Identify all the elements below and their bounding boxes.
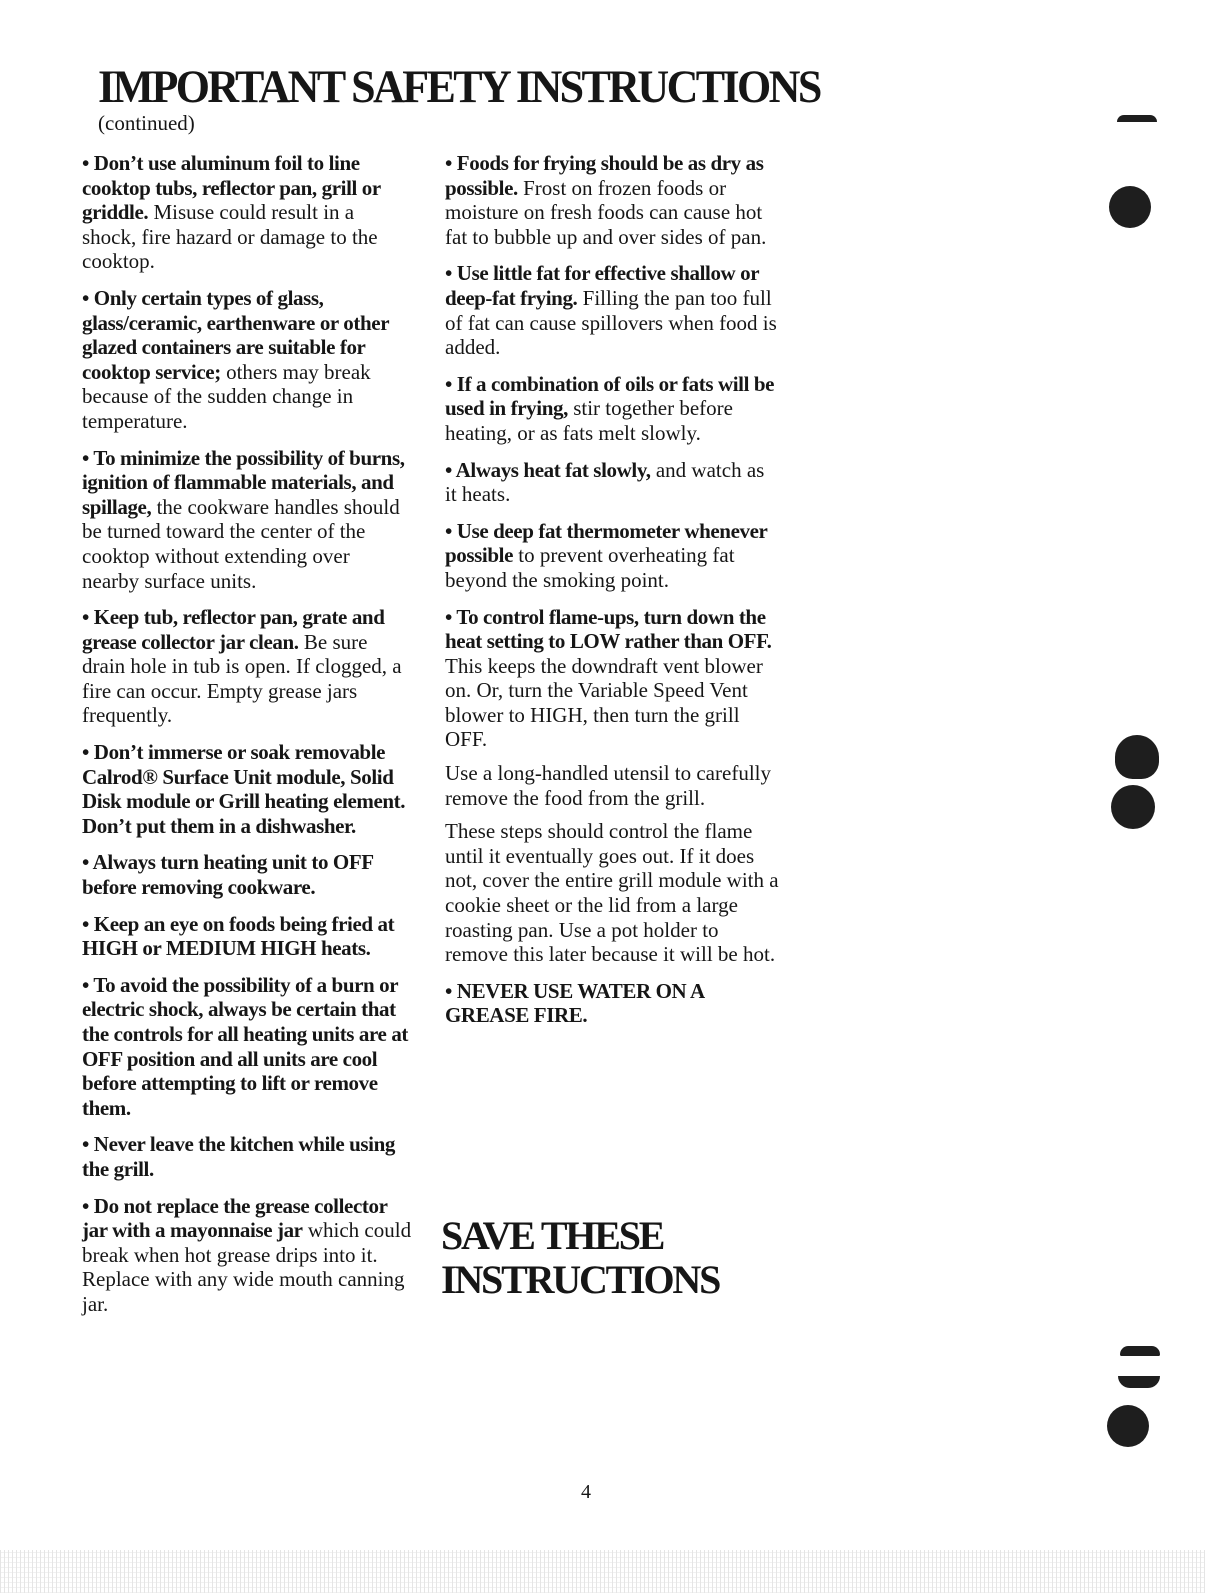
instruction-item: • Foods for frying should be as dry as possible. Frost on frozen foods or moisture on fresh foods can cause hot fat to bubble up and over sides of pan.: [445, 151, 767, 249]
instruction-item: • If a combination of oils or fats will be used in frying, stir together before heating, or as fats melt slowly.: [445, 371, 775, 445]
scan-mark: [1120, 1346, 1160, 1356]
punch-hole: [1107, 1405, 1149, 1447]
punch-hole: [1111, 785, 1155, 829]
instruction-item: • Always heat fat slowly, and watch as it heats.: [445, 457, 765, 507]
instruction-paragraph: Use a long-handled utensil to carefully remove the food from the grill.: [445, 761, 771, 810]
instruction-item: • Do not replace the grease collector jar with a mayonnaise jar which could break when hot grease drips into it. Replace with any wide mouth canning jar.: [82, 1193, 412, 1316]
page-title: IMPORTANT SAFETY INSTRUCTIONS: [98, 61, 820, 113]
page-subtitle: (continued): [98, 111, 195, 135]
instruction-item: • Always turn heating unit to OFF before removing cookware.: [82, 850, 373, 900]
instruction-item: • Keep tub, reflector pan, grate and grease collector jar clean. Be sure drain hole in tub is open. If clogged, a fire can occur. Empty grease jars frequently.: [82, 605, 402, 728]
instruction-item: • Only certain types of glass, glass/ceramic, earthenware or other glazed containers are suitable for cooktop service; others may break because of the sudden change in temperature.: [82, 285, 389, 433]
scan-mark: [1117, 115, 1157, 122]
scan-mark: [1118, 1376, 1160, 1388]
save-line-2: INSTRUCTIONS: [441, 1257, 720, 1302]
instruction-paragraph: These steps should control the flame until it eventually goes out. If it does not, cover the entire grill module with a cookie sheet or the lid from a large roasting pan. Use a pot holder to remove this later because it will be hot.: [445, 819, 779, 967]
instruction-item: • To control flame-ups, turn down the heat setting to LOW rather than OFF. This keeps the downdraft vent blower on. Or, turn the Variable Speed Vent blower to HIGH, then turn the grill OFF.: [445, 604, 772, 752]
save-line-1: SAVE THESE: [441, 1213, 664, 1258]
instruction-item: • To minimize the possibility of burns, ignition of flammable materials, and spillage, the cookware handles should be turned toward the center of the cooktop without extending over nearby surface units.: [82, 445, 405, 593]
instruction-item: • Never leave the kitchen while using the grill.: [82, 1132, 395, 1181]
left-column: [82, 151, 412, 1329]
instruction-item: • Don’t use aluminum foil to line cooktop tubs, reflector pan, grill or griddle. Misuse could result in a shock, fire hazard or damage to the cooktop.: [82, 151, 381, 274]
instruction-item: • Keep an eye on foods being fried at HIGH or MEDIUM HIGH heats.: [82, 911, 395, 961]
instruction-warning: • NEVER USE WATER ON A GREASE FIRE.: [445, 978, 704, 1028]
instruction-item: • Use little fat for effective shallow or deep-fat frying. Filling the pan too full of fat can cause spillovers when food is added.: [445, 261, 777, 360]
instruction-item: • To avoid the possibility of a burn or electric shock, always be certain that the controls for all heating units are at OFF position and all units are cool before attempting to lift or remove them.: [82, 972, 409, 1120]
scan-noise: [0, 1550, 1205, 1593]
page-number: 4: [581, 1481, 591, 1503]
punch-hole: [1109, 186, 1151, 228]
instruction-item: • Don’t immerse or soak removable Calrod® Surface Unit module, Solid Disk module or Grill heating element. Don’t put them in a dishwasher.: [82, 740, 406, 838]
right-column: [445, 151, 780, 1040]
save-instructions-heading: [441, 1214, 719, 1302]
instruction-item: • Use deep fat thermometer whenever possible to prevent overheating fat beyond the smoking point.: [445, 518, 768, 592]
punch-hole: [1115, 735, 1159, 779]
